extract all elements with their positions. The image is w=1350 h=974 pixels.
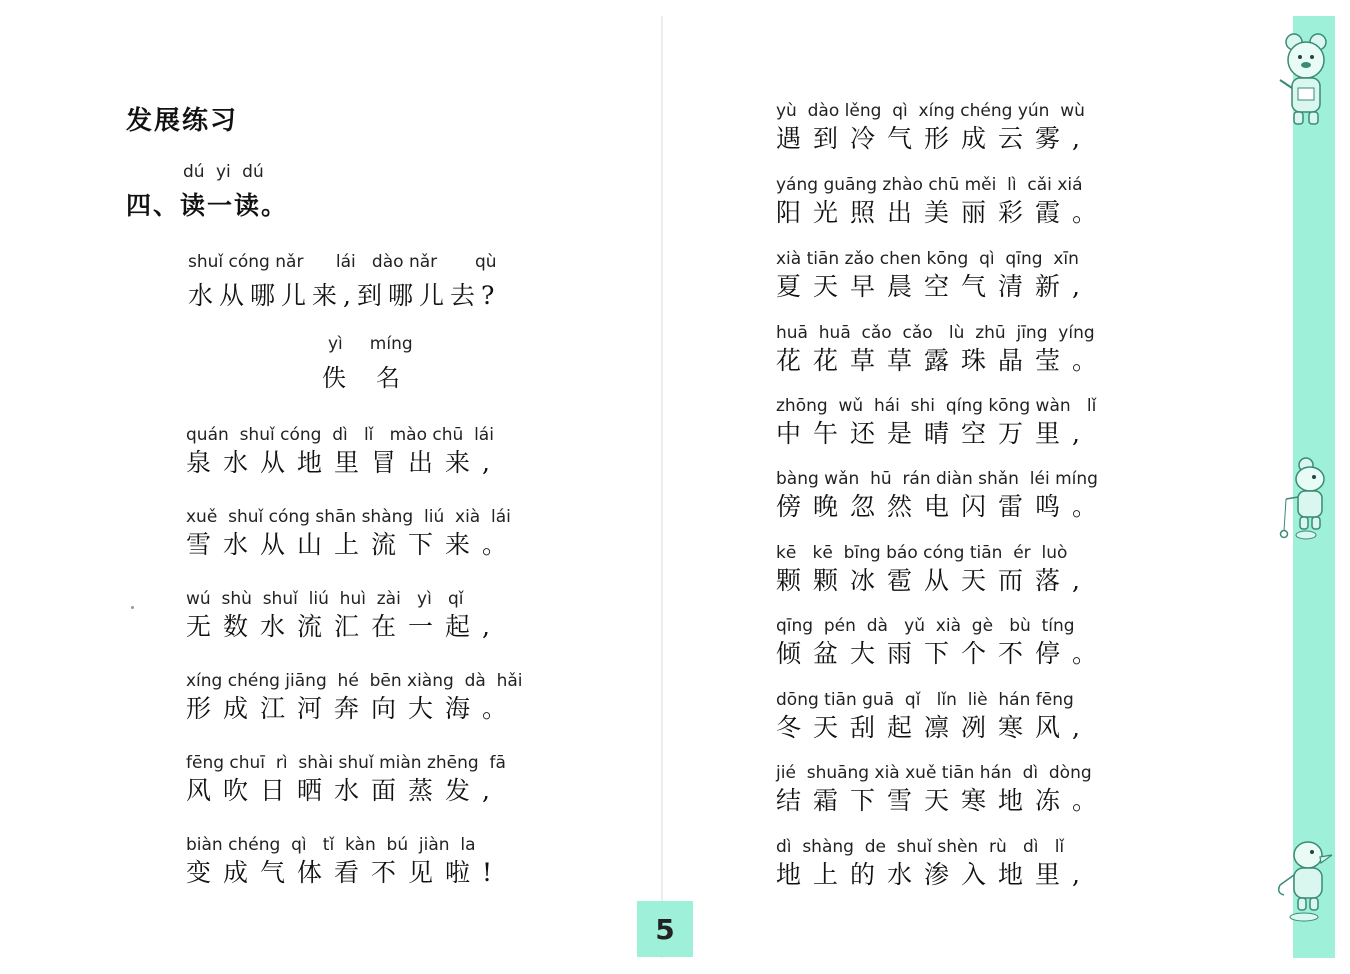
line-pinyin: xià tiān zǎo chen kōng qì qīng xīn	[776, 249, 1079, 269]
line-pinyin: kē kē bīng báo cóng tiān ér luò	[776, 543, 1068, 563]
line-hanzi: 无数水流汇在一起,	[186, 612, 502, 641]
poem-title: 水从哪儿来,到哪儿去?	[188, 281, 501, 310]
poem-line	[776, 468, 1109, 524]
line-hanzi: 中午还是晴空万里,	[776, 419, 1092, 448]
line-hanzi: 傍晚忽然电闪雷鸣。	[776, 492, 1110, 521]
page-number: 5	[637, 901, 693, 957]
poem-line	[776, 322, 1109, 378]
poem-line	[776, 395, 1096, 451]
line-pinyin: bàng wǎn hū rán diàn shǎn léi míng	[776, 469, 1098, 489]
author-pinyin: yì míng	[328, 334, 413, 354]
poem-line	[776, 542, 1092, 598]
poem-author: 佚名	[322, 364, 430, 392]
line-pinyin: biàn chéng qì tǐ kàn bú jiàn la	[186, 835, 476, 855]
poem-line	[776, 248, 1092, 304]
line-hanzi: 颗颗冰雹从天而落,	[776, 566, 1092, 595]
line-pinyin: jié shuāng xià xuě tiān hán dì dòng	[776, 763, 1092, 783]
line-hanzi: 泉水从地里冒出来,	[186, 448, 502, 477]
line-pinyin: dōng tiān guā qǐ lǐn liè hán fēng	[776, 690, 1074, 710]
poem-line	[776, 836, 1092, 892]
line-pinyin: quán shuǐ cóng dì lǐ mào chū lái	[186, 425, 494, 445]
left-page	[16, 16, 661, 958]
poem-line	[776, 762, 1109, 818]
line-pinyin: dì shàng de shuǐ shèn rù dì lǐ	[776, 837, 1065, 857]
poem-line	[186, 506, 519, 562]
line-pinyin: huā huā cǎo cǎo lù zhū jīng yíng	[776, 323, 1095, 343]
line-hanzi: 变成气体看不见啦!	[186, 858, 505, 887]
line-hanzi: 形成江河奔向大海。	[186, 694, 520, 723]
line-hanzi: 地上的水渗入地里,	[776, 860, 1092, 889]
poem-line	[186, 670, 523, 726]
line-hanzi: 冬天刮起凛冽寒风,	[776, 713, 1092, 742]
poem-line	[776, 615, 1109, 671]
poem-line	[186, 834, 504, 890]
line-pinyin: zhōng wǔ hái shi qíng kōng wàn lǐ	[776, 396, 1097, 416]
line-hanzi: 花花草草露珠晶莹。	[776, 346, 1110, 375]
poem-line	[776, 689, 1092, 745]
poem-line	[186, 752, 506, 808]
line-hanzi: 阳光照出美丽彩霞。	[776, 198, 1110, 227]
poem-line	[186, 424, 502, 480]
line-pinyin: xíng chéng jiāng hé bēn xiàng dà hǎi	[186, 671, 523, 691]
poem-line	[776, 100, 1092, 156]
section-title: 发展练习	[126, 106, 239, 136]
line-hanzi: 雪水从山上流下来。	[186, 530, 520, 559]
mouse-yoyo-mascot-icon	[1276, 455, 1334, 545]
poem-title-pinyin: shuǐ cóng nǎr lái dào nǎr qù	[188, 252, 497, 272]
line-hanzi: 遇到冷气形成云雾,	[776, 124, 1092, 153]
print-speck	[131, 606, 134, 609]
line-pinyin: fēng chuī rì shài shuǐ miàn zhēng fā	[186, 753, 506, 773]
line-pinyin: xuě shuǐ cóng shān shàng liú xià lái	[186, 507, 511, 527]
line-pinyin: qīng pén dà yǔ xià gè bù tíng	[776, 616, 1075, 636]
poem-line	[186, 588, 502, 644]
duck-mascot-icon	[1274, 835, 1334, 925]
poem-line	[776, 174, 1109, 230]
line-hanzi: 结霜下雪天寒地冻。	[776, 786, 1110, 815]
exercise-heading: 四、读一读。	[126, 191, 289, 220]
bear-mascot-icon	[1272, 30, 1334, 130]
line-pinyin: yù dào lěng qì xíng chéng yún wù	[776, 101, 1085, 121]
line-hanzi: 风吹日晒水面蒸发,	[186, 776, 502, 805]
line-hanzi: 夏天早晨空气清新,	[776, 272, 1092, 301]
line-hanzi: 倾盆大雨下个不停。	[776, 639, 1110, 668]
exercise-pinyin: dú yi dú	[183, 162, 264, 182]
line-pinyin: wú shù shuǐ liú huì zài yì qǐ	[186, 589, 464, 609]
line-pinyin: yáng guāng zhào chū měi lì cǎi xiá	[776, 175, 1083, 195]
